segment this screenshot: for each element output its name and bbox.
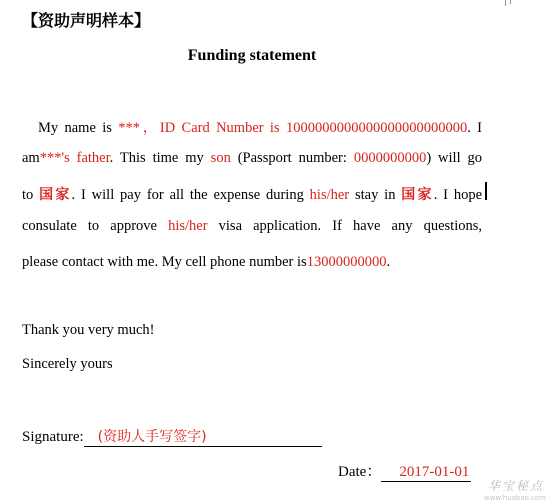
text: visa application. If have any questions, — [207, 218, 482, 234]
text: to — [22, 187, 40, 203]
body-line-4 — [22, 218, 482, 235]
country-placeholder: 国家 — [401, 187, 434, 203]
country-placeholder: 国家 — [39, 187, 72, 203]
pronoun-placeholder: his/her — [168, 218, 208, 234]
watermark-url: www.huabao.com — [484, 494, 546, 502]
text: . I hope — [433, 187, 483, 203]
text: . — [386, 254, 391, 270]
body-line-5 — [22, 254, 482, 271]
body-line-1 — [22, 116, 482, 137]
text: . I — [467, 120, 482, 136]
text: (Passport number: — [230, 150, 354, 166]
date-value: 2017-01-01 — [399, 464, 470, 480]
page-margin-mark — [505, 0, 506, 6]
text: am — [22, 150, 40, 166]
closing-line: Sincerely yours — [22, 356, 113, 372]
signature-label: Signature: — [22, 429, 84, 445]
text: stay in — [349, 187, 402, 203]
signature-field — [84, 426, 322, 447]
pronoun-placeholder: his/her — [309, 187, 350, 203]
name-and-id-placeholder: ***，ID Card Number is 1000000000000000000000000 — [118, 120, 468, 136]
watermark-logo: 华宝秘点 — [487, 479, 544, 493]
signature-value: (资助人手写签字) — [97, 429, 207, 445]
passport-placeholder: 0000000000 — [353, 150, 427, 166]
text-cursor — [485, 182, 487, 200]
text: . This time my — [109, 150, 211, 166]
body-line-2 — [22, 150, 482, 167]
thanks-line: Thank you very much! — [22, 322, 155, 338]
phone-placeholder: 13000000000 — [306, 254, 387, 270]
doc-heading: 【资助声明样本】 — [22, 11, 151, 30]
date-field — [381, 464, 471, 482]
child-placeholder: son — [210, 150, 231, 166]
doc-title: Funding statement — [187, 47, 317, 64]
signature-line — [22, 426, 482, 447]
date-line — [338, 460, 471, 482]
text: please contact with me. My cell phone number is — [22, 254, 307, 270]
relation-placeholder: ***'s father — [39, 150, 110, 166]
body-line-3 — [22, 184, 482, 204]
text: ) will go — [426, 150, 482, 166]
text: . I will pay for all the expense during — [71, 187, 310, 203]
page-margin-mark — [510, 0, 511, 4]
text: My name is — [38, 120, 119, 136]
date-label: Date： — [338, 464, 382, 480]
text: consulate to approve — [22, 218, 169, 234]
